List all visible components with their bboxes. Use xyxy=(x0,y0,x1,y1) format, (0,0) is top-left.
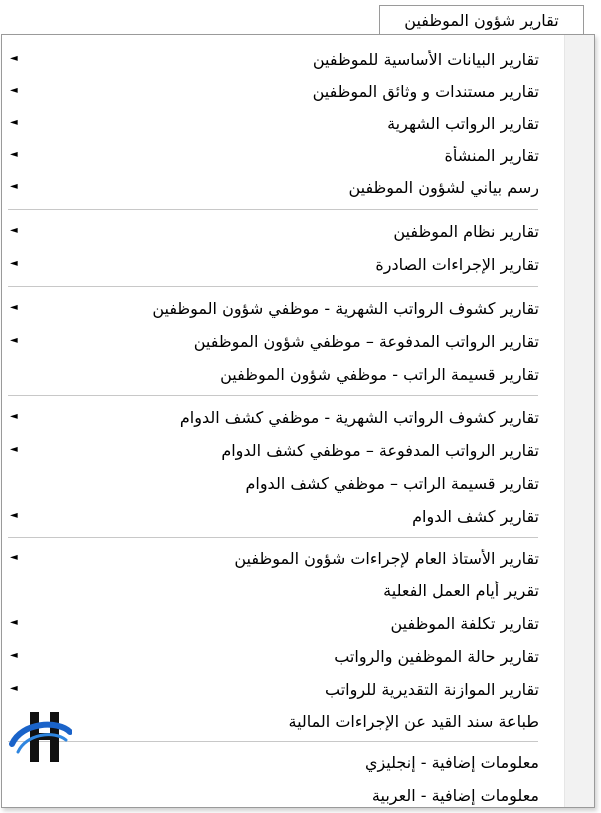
menu-item-label: تقارير البيانات الأساسية للموظفين xyxy=(312,49,539,69)
menu-item-label: تقارير نظام الموظفين xyxy=(393,221,539,241)
menu-separator xyxy=(8,286,538,287)
menu-item-label: تقارير الإجراءات الصادرة xyxy=(375,254,539,274)
submenu-arrow-icon: ◄ xyxy=(10,181,18,192)
submenu-arrow-icon: ◄ xyxy=(10,683,18,694)
submenu-arrow-icon: ◄ xyxy=(10,510,18,521)
submenu-arrow-icon: ◄ xyxy=(10,617,18,628)
menu-item-label: تقارير قسيمة الراتب – موظفي كشف الدوام xyxy=(245,473,539,493)
menu-item-payslip-attendance[interactable] xyxy=(10,466,539,500)
menu-item-salary-budget[interactable] xyxy=(10,672,539,706)
submenu-arrow-icon: ◄ xyxy=(10,650,18,661)
submenu-arrow-icon: ◄ xyxy=(10,117,18,128)
menu-separator xyxy=(8,537,538,538)
menu-item-journal-voucher[interactable] xyxy=(10,704,539,738)
submenu-arrow-icon: ◄ xyxy=(10,53,18,64)
menu-item-employee-status[interactable] xyxy=(10,639,539,673)
menu-item-label: تقارير الأستاذ العام لإجراءات شؤون الموظفين xyxy=(234,548,539,568)
menu-item-label: تقارير كشوف الرواتب الشهرية - موظفي كشف الدوام xyxy=(179,407,539,427)
menu-item-employee-system[interactable] xyxy=(10,214,539,248)
submenu-arrow-icon: ◄ xyxy=(10,258,18,269)
menu-item-label: تقارير الرواتب المدفوعة – موظفي كشف الدوام xyxy=(221,440,539,460)
menu-item-label: تقارير الرواتب المدفوعة – موظفي شؤون الموظفين xyxy=(193,331,539,351)
menu-item-label: طباعة سند القيد عن الإجراءات المالية xyxy=(288,711,539,731)
menu-item-documents[interactable] xyxy=(10,74,539,108)
menu-item-payroll-hr[interactable] xyxy=(10,291,539,325)
menu-item-label: معلومات إضافية - إنجليزي xyxy=(364,752,539,772)
submenu-arrow-icon: ◄ xyxy=(10,335,18,346)
menu-item-paid-salaries-attendance[interactable] xyxy=(10,433,539,467)
menu-item-actual-work-days[interactable] xyxy=(10,573,539,607)
icon-gutter xyxy=(564,35,594,807)
menu-item-issued-procedures[interactable] xyxy=(10,247,539,281)
submenu-arrow-icon: ◄ xyxy=(10,85,18,96)
menu-item-label: تقارير كشوف الرواتب الشهرية - موظفي شؤون الموظفين xyxy=(152,298,539,318)
menu-item-basic-data[interactable] xyxy=(10,42,539,76)
menu-separator xyxy=(8,209,538,210)
menu-item-extra-info-arabic[interactable] xyxy=(10,778,539,812)
menu-item-label: تقارير مستندات و وثائق الموظفين xyxy=(312,81,539,101)
submenu-arrow-icon: ◄ xyxy=(10,149,18,160)
menu-separator xyxy=(8,395,538,396)
menu-item-attendance[interactable] xyxy=(10,499,539,533)
menu-item-paid-salaries-hr[interactable] xyxy=(10,324,539,358)
menu-separator xyxy=(8,741,538,742)
menu-item-payroll-attendance[interactable] xyxy=(10,400,539,434)
menu-item-label: تقرير أيام العمل الفعلية xyxy=(383,580,539,600)
submenu-arrow-icon: ◄ xyxy=(10,552,18,563)
menu-item-payslip-hr[interactable] xyxy=(10,357,539,391)
hr-logo-icon xyxy=(8,710,72,764)
reports-dropdown xyxy=(1,34,595,808)
menu-item-label: تقارير حالة الموظفين والرواتب xyxy=(334,646,539,666)
menu-item-employee-cost[interactable] xyxy=(10,606,539,640)
menu-item-label: معلومات إضافية - العربية xyxy=(371,785,539,805)
menu-item-chart[interactable] xyxy=(10,170,539,204)
menu-item-label: تقارير المنشأة xyxy=(444,145,539,165)
submenu-arrow-icon: ◄ xyxy=(10,411,18,422)
menu-item-monthly-salaries[interactable] xyxy=(10,106,539,140)
menu-item-label: تقارير قسيمة الراتب - موظفي شؤون الموظفين xyxy=(220,364,539,384)
submenu-arrow-icon: ◄ xyxy=(10,225,18,236)
menu-item-general-ledger[interactable] xyxy=(10,541,539,575)
menu-item-label: تقارير الموازنة التقديرية للرواتب xyxy=(324,679,539,699)
submenu-arrow-icon: ◄ xyxy=(10,444,18,455)
menu-item-label: رسم بياني لشؤون الموظفين xyxy=(348,177,539,197)
submenu-arrow-icon: ◄ xyxy=(10,302,18,313)
menu-title[interactable]: تقارير شؤون الموظفين xyxy=(379,5,584,35)
menu-item-label: تقارير تكلفة الموظفين xyxy=(390,613,539,633)
menu-item-label: تقارير الرواتب الشهرية xyxy=(387,113,539,133)
menu-item-establishment[interactable] xyxy=(10,138,539,172)
menu-item-extra-info-english[interactable] xyxy=(10,745,539,779)
menu-item-label: تقارير كشف الدوام xyxy=(412,506,539,526)
